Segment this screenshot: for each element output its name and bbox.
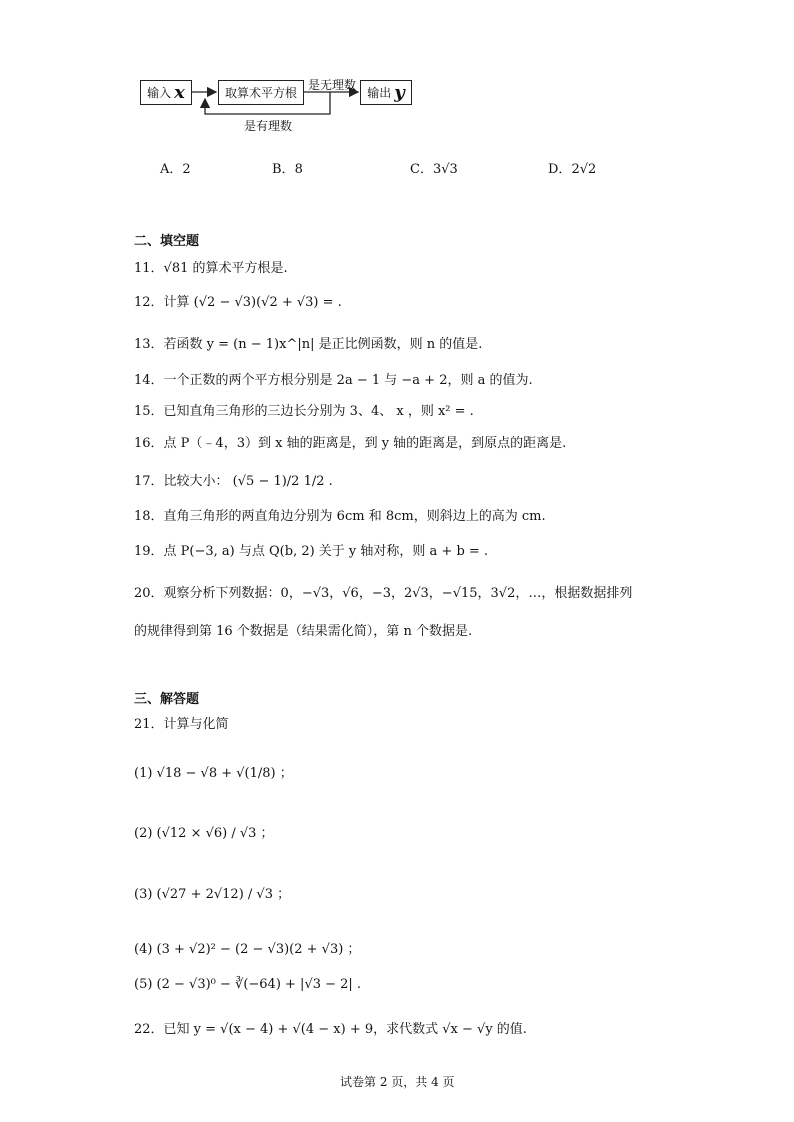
q21-part-5: (5) (2 − √3)⁰ − ∛(−64) + |√3 − 2| . xyxy=(134,977,362,992)
question-19: 19．点 P(−3, a) 与点 Q(b, 2) 关于 y 轴对称，则 a + b = . xyxy=(134,544,489,559)
input-label: 输入 xyxy=(147,86,172,100)
output-label: 输出 xyxy=(367,86,392,100)
question-11: 11．√81 的算术平方根是. xyxy=(134,261,288,276)
q21-part-3: (3) (√27 + 2√12) / √3 ； xyxy=(134,887,291,902)
question-12: 12．计算 (√2 − √3)(√2 + √3) = . xyxy=(134,295,342,310)
q21-part-4: (4) (3 + √2)² − (2 − √3)(2 + √3) ； xyxy=(134,942,361,957)
rational-label: 是有理数 xyxy=(244,119,293,133)
question-22: 22．已知 y = √(x − 4) + √(4 − x) + 9，求代数式 √x − √y 的值. xyxy=(134,1022,527,1037)
question-21-title: 21．计算与化简 xyxy=(134,717,229,732)
option-a: A．2 xyxy=(160,162,191,177)
output-var: y xyxy=(394,82,405,103)
input-var: x xyxy=(174,82,185,103)
question-16: 16．点 P（﹣4，3）到 x 轴的距离是，到 y 轴的距离是，到原点的距离是. xyxy=(134,436,567,451)
flowchart-arrows xyxy=(0,0,794,140)
question-20: 20．观察分析下列数据：0，−√3，√6，−3，2√3，−√15，3√2，…，根据数据排列 xyxy=(134,586,633,601)
option-d: D．2√2 xyxy=(548,162,597,177)
section-answer-title: 三、解答题 xyxy=(134,692,200,707)
process-label: 取算术平方根 xyxy=(224,86,297,100)
question-18: 18．直角三角形的两直角边分别为 6cm 和 8cm，则斜边上的高为 cm. xyxy=(134,509,546,524)
q21-part-1: (1) √18 − √8 + √(1/8) ； xyxy=(134,766,293,781)
option-b: B．8 xyxy=(272,162,303,177)
option-c: C．3√3 xyxy=(410,162,458,177)
question-14: 14．一个正数的两个平方根分别是 2a − 1 与 −a + 2，则 a 的值为. xyxy=(134,373,533,388)
question-20-line2: 的规律得到第 16 个数据是（结果需化简），第 n 个数据是. xyxy=(134,624,473,639)
question-15: 15．已知直角三角形的三边长分别为 3、4、 x ，则 x² = . xyxy=(134,404,474,419)
question-13: 13．若函数 y = (n − 1)x^|n| 是正比例函数，则 n 的值是. xyxy=(134,337,483,352)
section-fill-title: 二、填空题 xyxy=(134,234,200,249)
irrational-label: 是无理数 xyxy=(308,78,357,92)
q21-part-2: (2) (√12 × √6) / √3 ； xyxy=(134,826,274,841)
page-footer: 试卷第 2 页，共 4 页 xyxy=(340,1075,455,1089)
question-17: 17．比较大小： (√5 − 1)/2 1/2 . xyxy=(134,474,333,489)
